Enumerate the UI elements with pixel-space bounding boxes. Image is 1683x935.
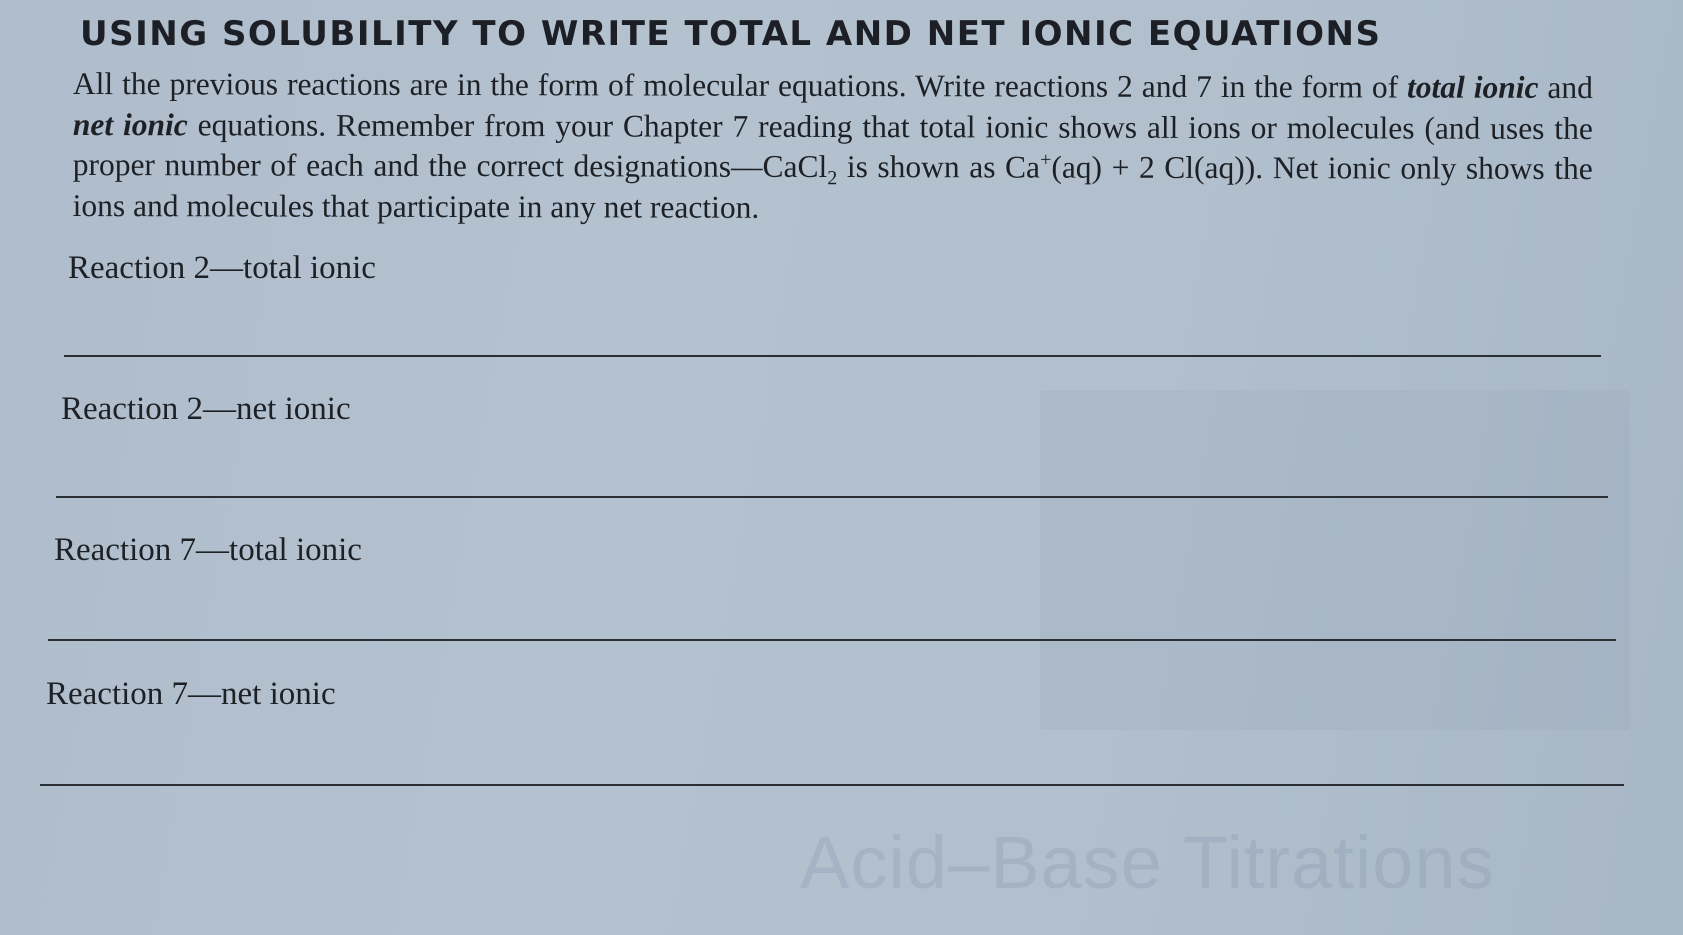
- total-ionic-emphasis: total ionic: [1407, 69, 1539, 105]
- section-heading: USING SOLUBILITY TO WRITE TOTAL AND NET IONIC EQUATIONS: [80, 14, 1382, 54]
- instructions-text-2: and: [1538, 69, 1593, 105]
- instructions-text-3: equations. Remember from your Chapter 7 reading that total ionic shows all ions or molecules (and uses the proper number of each and the correct designations—CaCl: [72, 106, 1593, 184]
- reaction-7-total-ionic-answer-line[interactable]: [48, 639, 1616, 641]
- bleed-through-region: [1040, 390, 1630, 730]
- instructions-paragraph: [73, 64, 1593, 230]
- reaction-7-net-ionic-label: Reaction 7—net ionic: [46, 676, 336, 712]
- instructions-text-5: (aq) + 2 Cl(aq)). Net ionic only shows the ions and molecules that participate in any net reaction.: [72, 149, 1593, 225]
- reaction-2-total-ionic-label: Reaction 2—total ionic: [68, 250, 376, 286]
- cacl2-subscript: 2: [827, 167, 838, 190]
- instructions-text-1: All the previous reactions are in the form of molecular equations. Write reactions 2 and 7 in the form of: [72, 65, 1408, 105]
- reaction-2-net-ionic-label: Reaction 2—net ionic: [61, 391, 351, 427]
- reaction-7-net-ionic-answer-line[interactable]: [40, 784, 1624, 786]
- net-ionic-emphasis: net ionic: [72, 106, 188, 142]
- reaction-2-net-ionic-answer-line[interactable]: [56, 496, 1608, 498]
- reaction-7-total-ionic-label: Reaction 7—total ionic: [54, 532, 362, 568]
- calcium-charge-superscript: +: [1040, 149, 1052, 172]
- bleed-through-text: Acid–Base Titrations: [800, 821, 1495, 904]
- instructions-text-4: is shown as Ca: [837, 149, 1041, 185]
- reaction-2-total-ionic-answer-line[interactable]: [64, 355, 1601, 357]
